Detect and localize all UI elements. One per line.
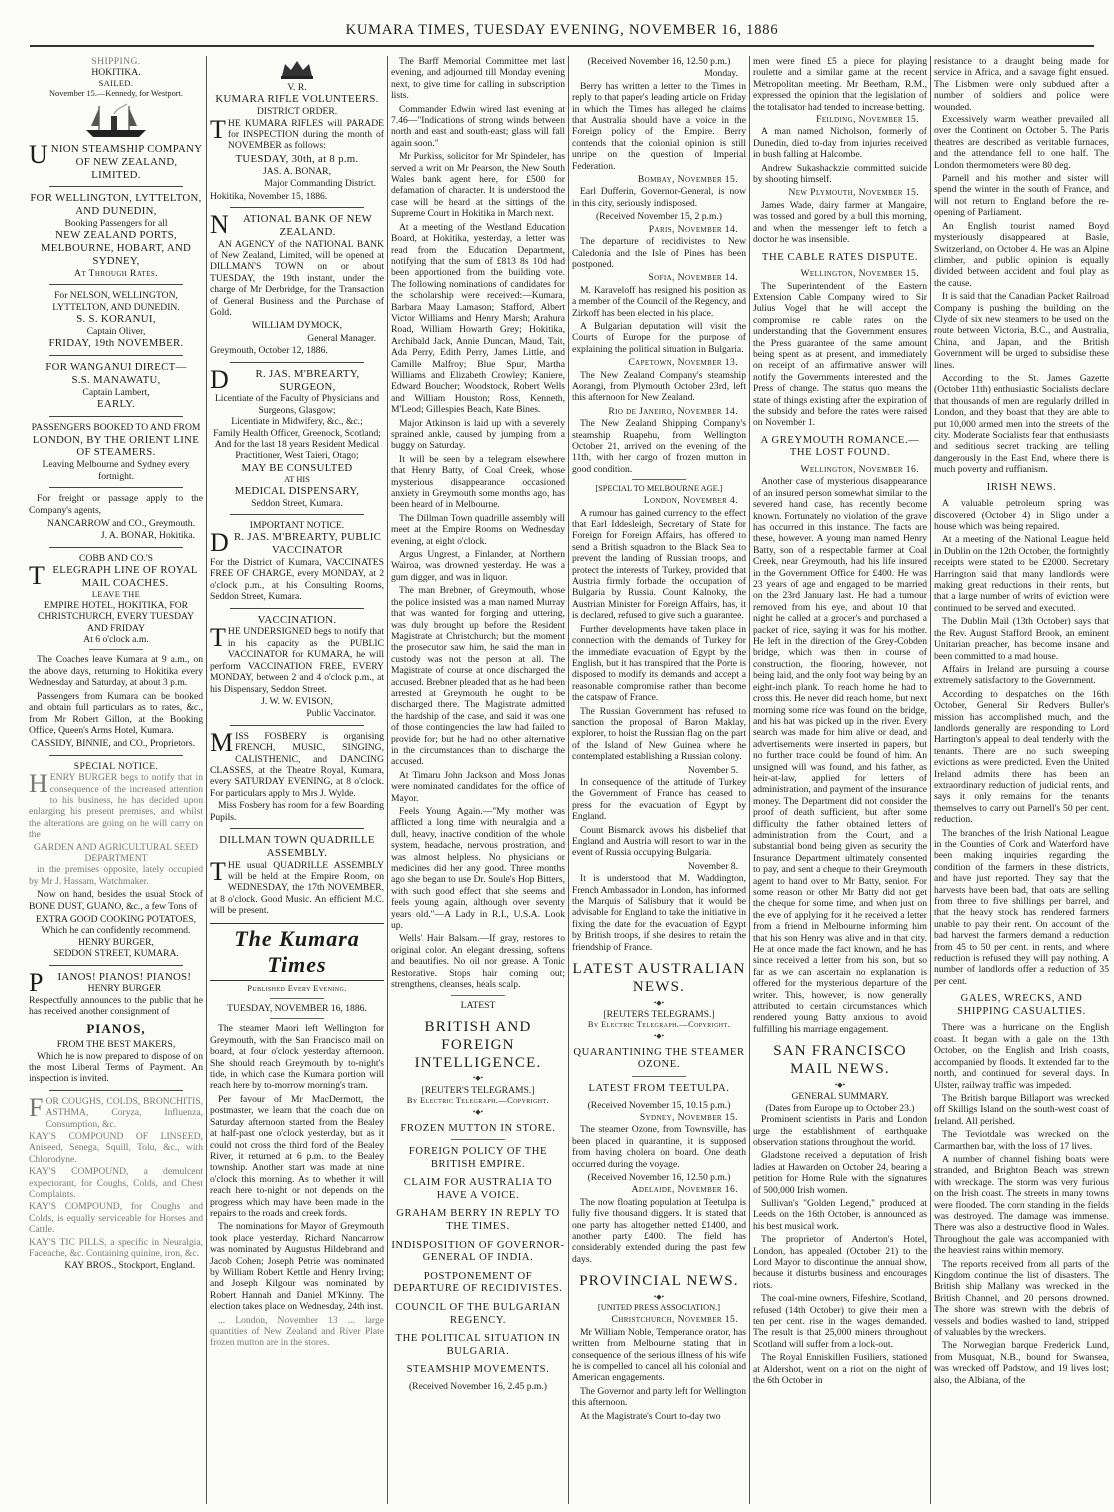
latest-label: LATEST bbox=[460, 999, 496, 1011]
bulgarian-text: A Bulgarian deputation will visit the Courts of Europe for the purpose of explaining the political situation in Bulgaria. bbox=[572, 320, 746, 355]
nancarrow-signature: NANCARROW and CO., Greymouth. bbox=[47, 517, 195, 529]
union-steamship-title: UNION STEAMSHIP COMPANY OF NEW ZEALAND, LIMITED. bbox=[29, 139, 203, 181]
telegraph-line-title: TELEGRAPH LINE OF ROYAL MAIL COACHES. bbox=[29, 561, 198, 591]
prepared-text: Which he is now prepared to dispose of on the most Liberal Terms of Payment. An inspection is invited. bbox=[29, 1050, 203, 1085]
divider bbox=[230, 207, 364, 208]
family-health-line: Family Health Officer, Greenock, Scotland; bbox=[213, 427, 381, 439]
league-text: At a meeting of the National League held in Dublin on the 12th October, the fortnightly receipts were stated to be £2000. Secretary Harrington said that many landlords were making great reductions in their rents, but that a large number of writs of eviction were continued to be served and executed. bbox=[934, 534, 1109, 614]
reports-text: The reports received from all parts of the Kingdom continue the list of disasters. The British ship Mallany was wrecked in the British Channel, and 20 persons drowned. The shore was strewn with the debris of vessels and bodies washed to land, stripped of valuables by the wreckers. bbox=[934, 1258, 1109, 1339]
weather-text: Excessively warm weather prevailed all over the Continent on October 5. The Paris theatres are described as veritable furnaces, and the attendance fell to one half. The London thermometers were 80 deg. bbox=[934, 114, 1109, 171]
greymouth-date: Greymouth, October 12, 1886. bbox=[210, 345, 328, 357]
henry-burger-name: HENRY BURGER, bbox=[78, 936, 154, 948]
column-2 bbox=[207, 56, 388, 1504]
council-head: COUNCIL OF THE BULGARIAN REGENCY. bbox=[395, 1302, 561, 1326]
best-makers: FROM THE BEST MAKERS, bbox=[56, 1039, 176, 1051]
anderton-text: The proprietor of Anderton's Hotel, London, has appealed (October 21) to the Lord Mayor to discontinue the annual show, because it disturbs business and encourages riots. bbox=[753, 1234, 927, 1291]
sydney-dateline: Sydney, November 15. bbox=[639, 1112, 738, 1123]
sf-mail-title: SAN FRANCISCO MAIL NEWS. bbox=[773, 1043, 907, 1078]
for-wanganui: FOR WANGANUI DIRECT— bbox=[45, 361, 187, 374]
brebner-text: The man Brebner, of Greymouth, whose the police insisted was a man named Murray that was wanted for forging and uttering, was duly brought up before the Resident Magistrate at Christchurch; but the moment the prosecutor saw him, he said the man in custody was not the person at all. The Magistrate of course at once discharged the accused. Brebner pleaded that as he had been arrested at Greymouth he ought to be discharged there. The Magistrate admitted the hardship of the case, and said it was one of those contingencies the law had failed to provide for; but he had no other alternative in the circumstances than to discharge the accused. bbox=[391, 585, 565, 768]
shipping-heading: SHIPPING. bbox=[91, 56, 141, 67]
received-line: (Received November 16, 12.50 p.m.) bbox=[587, 56, 731, 67]
dillman-text: The Dillman Town quadrille assembly will meet at the Empire Rooms on Wednesday evening, at eight o'clock. bbox=[391, 512, 565, 547]
kay-bros-signature: KAY BROS., Stockport, England. bbox=[64, 1260, 195, 1272]
through-rates: At Through Rates. bbox=[74, 267, 158, 279]
gladstone-text: Gladstone received a deputation of Irish ladies at Hawarden on October 24, bearing a petition for Home Rule with the signatures of 500,000 Irish women. bbox=[753, 1150, 927, 1196]
cable-rates-head: THE CABLE RATES DISPUTE. bbox=[761, 251, 919, 263]
canadian-text: It is said that the Canadian Packet Railroad Company is pushing the building on the Clyde of six new steamers to be used on the route between Victoria, B.C., and Australia, China, and Japan, and the British Government will be urged to subsidise these lines. bbox=[934, 291, 1109, 371]
resident-line: And for the last 18 years Resident Medical Practitioner, West Taieri, Otago; bbox=[214, 439, 380, 462]
divider bbox=[632, 1076, 686, 1077]
captain-oliver: Captain Oliver, bbox=[86, 326, 146, 338]
wells-text: Wells' Hair Balsam.—If gray, restores to original color. An elegant dressing, softens and beautifies. No oil nor grease. A Tonic Restorative. Stops hair coming out; strengthens, cleanses, heals scalp. bbox=[391, 933, 565, 991]
petroleum-text: A valuable petroleum spring was discovered (October 4) in Sligo under a house which was being repaired. bbox=[934, 498, 1109, 533]
recidivistes-text: The departure of recidivistes to New Caledonia and the Isle of Pines has been postponed. bbox=[572, 236, 746, 270]
latest-australian-title: LATEST AUSTRALIAN NEWS. bbox=[572, 961, 746, 995]
received-line: (Received November 16, 2.45 p.m.) bbox=[408, 1381, 547, 1392]
foreign-policy-head: FOREIGN POLICY OF THE BRITISH EMPIRE. bbox=[408, 1146, 548, 1170]
hurricane-text: There was a hurricane on the English coast. It began with a gale on the 13th October, on the English and Irish coasts, accompanied by floods. It extended far to the north, and continued for several days. In Ulster, railway traffic was impeded. bbox=[934, 1022, 1109, 1091]
rifles-text: THE KUMARA RIFLES will PARADE for INSPECTION during the month of NOVEMBER as follows: bbox=[210, 114, 384, 152]
buller-text: According to despatches on the 16th October, General Sir Redvers Buller's mission has accomplished much, and the landlords generally are responding to Lord Hartington's appeal to deal tenderly with the tenants. There are no such sweeping evictions as were predicted. Even the United Ireland admits there has been an extraordinary reduction of judicial rents, and says it only remains for the tenants themselves to carry out Parnell's 50 per cent. reduction. bbox=[934, 688, 1109, 826]
divider bbox=[49, 284, 183, 285]
sailed-label: SAILED. bbox=[98, 78, 134, 88]
premises-text: in the premises opposite, lately occupied by Mr J. Hassam, Watchmaker. bbox=[29, 864, 203, 887]
edwin-text: Commander Edwin wired last evening at 7.46—"Indications of strong winds between north and east and south-east; glass will fall again soon." bbox=[391, 103, 565, 149]
friday-line: FRIDAY, 19th NOVEMBER. bbox=[48, 337, 184, 350]
timaru-text: At Timaru John Jackson and Moss Jonas were nominated candidates for the office of Mayor. bbox=[391, 769, 565, 804]
argus-text: Argus Ungrest, a Finlander, at Northern Wairoa, was drowned yesterday. He was a gum digger, and was in liquor. bbox=[391, 549, 565, 583]
at-his: AT HIS bbox=[284, 474, 310, 484]
ornament: •◆• bbox=[653, 1293, 665, 1302]
provincial-news-title: PROVINCIAL NEWS. bbox=[579, 1273, 739, 1290]
coaches-text: The Coaches leave Kumara at 9 a.m., on the above days, returning to Hokitika every Wednesday and Saturday, at about 3 p.m. bbox=[29, 654, 203, 689]
purkiss-text: Mr Purkiss, solicitor for Mr Spindeler, has served a writ on Mr Pearson, the New South Wales bank agent here, for £500 for defamation of character. It is understood the case will be heard at the sittings of the Supreme Court in Hokitika in March next. bbox=[391, 151, 565, 220]
received-line-4: (Received November 16, 12.50 p.m.) bbox=[587, 1172, 731, 1184]
new-plymouth-dateline: New Plymouth, November 15. bbox=[788, 187, 919, 199]
divider bbox=[230, 725, 364, 726]
column-4 bbox=[569, 56, 750, 1504]
at-six-line: At 6 o'clock a.m. bbox=[83, 634, 149, 646]
fosbery-text: MISS FOSBERY is organising FRENCH, MUSIC, SINGING, CALISTHENIC, and DANCING CLASSES, at the Theatre Royal, Kumara, every SATURDAY EVENING, at 8 o'clock. For particulars apply to Mrs J. Wylde. bbox=[210, 727, 384, 799]
nov8-dateline: November 8. bbox=[687, 860, 738, 872]
major-line: Major Commanding District. bbox=[264, 178, 376, 190]
divider bbox=[49, 1090, 183, 1091]
extra-good-potatoes: EXTRA GOOD COOKING POTATOES, bbox=[35, 914, 197, 925]
paris-dateline: Paris, November 14. bbox=[648, 223, 738, 235]
masthead: KUMARA TIMES, TUESDAY EVENING, NOVEMBER 16, 1886 bbox=[30, 22, 1094, 47]
feilding-dateline: Feilding, November 15. bbox=[816, 114, 919, 126]
seddon-street: Seddon Street, Kumara. bbox=[251, 497, 343, 509]
evison-name: J. W. W. EVISON, bbox=[261, 695, 333, 707]
divider bbox=[49, 186, 183, 187]
paper-nameplate: The Kumara Times bbox=[210, 923, 384, 981]
fosbery-room: Miss Fosbery has room for a few Boarding Pupils. bbox=[210, 800, 384, 823]
claim-head: CLAIM FOR AUSTRALIA TO HAVE A VOICE. bbox=[403, 1177, 553, 1201]
now-on-hand-text: Now on hand, besides the usual Stock of BONE DUST, GUANO, &c., a few Tons of bbox=[29, 889, 203, 912]
public-vaccinator: Public Vaccinator. bbox=[306, 708, 376, 720]
crown-crest-icon bbox=[267, 58, 327, 80]
published-line: Published Every Evening. bbox=[247, 984, 347, 994]
kays-compound-1: KAY'S COMPOUND OF LINSEED, Aniseed, Senega, Squill, Tolu, &c., with Chlorodyne. bbox=[29, 1131, 203, 1165]
aorangi-text: The New Zealand Company's steamship Aorangi, from Plymouth October 23rd, left this afternoon for New Zealand. bbox=[572, 369, 746, 404]
coal-text: The coal-mine owners, Fifeshire, Scotland, refused (14th October) to give their men a ten per cent. rise in the wages demanded. The result is that 25,000 miners throughout Scotland will suffer from a lock-out. bbox=[753, 1293, 927, 1350]
sullivan-text: Sullivan's "Golden Legend," produced at Leeds on the 16th October, is announced as his best musical work. bbox=[753, 1197, 927, 1232]
ornament: •◆• bbox=[472, 1108, 484, 1117]
floating-text: The now floating population at Teetulpa is fully five thousand diggers. It is stated that one party has altogether netted £1400, and another party £400. The field has considerably extended during the past few days. bbox=[572, 1196, 746, 1265]
quarantining-head: QUARANTINING THE STEAMER OZONE. bbox=[573, 1046, 745, 1071]
divider bbox=[49, 416, 183, 417]
divider bbox=[230, 514, 364, 515]
divider bbox=[49, 755, 183, 756]
district-order: DISTRICT ORDER. bbox=[256, 106, 338, 118]
sofia-dateline: Sofia, November 14. bbox=[648, 272, 738, 284]
general-summary: GENERAL SUMMARY. bbox=[791, 1091, 889, 1103]
london-dateline: London, November 4. bbox=[643, 495, 738, 507]
iddesleigh-text: A rumour has gained currency to the effect that Earl Iddesleigh, Secretary of State for Foreign for Foreign Affairs, has offered to send a British squadron to the Black Sea to prevent the landing of Russian troops, and protect the interests of Turkey, provided that Austria firmly forbade the occupation of Bulgaria by Russia. Count Kalnoky, the Austrian Minister for Foreign Affairs, has, it is declared, refused to give such a guarantee. bbox=[572, 507, 746, 622]
british-foreign-title: BRITISH AND FOREIGN INTELLIGENCE. bbox=[414, 1018, 542, 1071]
undersigned-text: THE UNDERSIGNED begs to notify that in his capacity as the PUBLIC VACCINATOR for KUMARA, he will perform VACCINATION FREE, EVERY MONDAY, between 2 and 4 o'clock p.m., at his Dispensary, Seddon Street. bbox=[210, 623, 384, 695]
london-line: LONDON, BY THE ORIENT LINE OF STEAMERS. bbox=[32, 433, 200, 459]
united-press-label: [UNITED PRESS ASSOCIATION.] bbox=[597, 1303, 721, 1313]
steamship-head: STEAMSHIP MOVEMENTS. bbox=[406, 1364, 550, 1376]
tuesday-30: TUESDAY, 30th, at 8 p.m. bbox=[235, 152, 359, 165]
kays-tic-pills: KAY'S TIC PILLS, a specific in Neuralgia, Faceache, &c. Containing quinine, iron, &c. bbox=[29, 1236, 203, 1260]
channel-text: A number of channel fishing boats were stranded, and Brighton Beach was strewn with wreckage. The storm was very furious on the Irish coast. The streets in many towns were flooded. The corn standing in the fields was destroyed. The damage was immense. There was also a destructive flood in Wales. Throughout the gale was accompanied with the heaviest rains within memory. bbox=[934, 1153, 1109, 1257]
reuters-label-2: [REUTERS TELEGRAMS.] bbox=[603, 1009, 715, 1021]
divider bbox=[270, 1018, 324, 1019]
krv-title: KUMARA RIFLE VOLUNTEERS. bbox=[215, 93, 379, 106]
bombay-dateline: Bombay, November 15. bbox=[637, 174, 738, 186]
wellington-dateline-2: Wellington, November 16. bbox=[800, 463, 919, 475]
rio-dateline: Rio de Janeiro, November 14. bbox=[608, 405, 738, 417]
nicholson-text: A man named Nicholson, formerly of Dunedin, died to-day from injuries received in bush falling at Halcombe. bbox=[753, 126, 927, 161]
irish-news-head: IRISH NEWS. bbox=[986, 481, 1057, 493]
kays-compound-2: KAY'S COMPOUND, a demulcent expectorant, for Coughs, Colds, and Chest Complaints. bbox=[29, 1166, 203, 1201]
divider bbox=[451, 995, 505, 996]
divider bbox=[49, 965, 183, 966]
bonar-signature: J. A. BONAR, Hokitika. bbox=[100, 530, 195, 542]
batty-text: It will be seen by a telegram elsewhere that Henry Batty, of Coal Creek, whose mysterious disappearance occasioned anxiety in Greymouth some months ago, has been heard of in Melbourne. bbox=[391, 453, 565, 511]
divider bbox=[451, 1139, 505, 1140]
leave-the: LEAVE THE bbox=[91, 589, 141, 599]
bismarck-text: Count Bismarck avows his disbelief that England and Austria will resort to war in the event of Russia occupying Bulgaria. bbox=[572, 824, 746, 859]
vr-line: V. R. bbox=[287, 82, 307, 93]
ozone-text: The steamer Ozone, from Townsville, has been placed in quarantine, it is supposed from having cholera on board. One death occurred during the voyage. bbox=[572, 1124, 746, 1170]
branches-text: The branches of the Irish National League in the Counties of Cork and Waterford have been making inquiries regarding the condition of the farmers in these districts, and have just reported. They say that the harvests have been bad, that oats are selling from three to five shillings per barrel, and that the heavy stock has rendered farmers unable to pay their rent. On account of the bad harvest the farmers demand a reduction from 45 to 50 per cent. in rents, and where reduction is refused they will pay nothing. A number of landlords offer a reduction of 35 per cent. bbox=[934, 827, 1109, 987]
by-electric-label: By Electric Telegraph.—Copyright. bbox=[406, 1096, 550, 1106]
ornament: •◆• bbox=[653, 1032, 665, 1041]
vaccinator-text: For the District of Kumara, VACCINATES FREE OF CHARGE, every MONDAY, at 2 o'clock p.m., at his Consulting Rooms, Seddon Street, Kumara. bbox=[210, 557, 384, 603]
andrew-text: Andrew Sukashackzie committed suicide by shooting himself. bbox=[753, 162, 927, 186]
waddington-text: It is understood that M. Waddington, French Ambassador in London, has informed the Marquis of Salisbury that it would be advisable for England to take the initiative in fixing the date for the evacuation of Egypt by British troops, if she desires to retain the friendship of France. bbox=[572, 873, 746, 953]
divider bbox=[49, 355, 183, 356]
general-manager: General Manager. bbox=[307, 332, 376, 344]
jas-bonar: JAS. A. BONAR, bbox=[263, 165, 331, 177]
noble-text: Mr William Noble, Temperance orator, has written from Melbourne stating that in consequence of the serious illness of his wife he is compelled to cancel all his colonial and American engagements. bbox=[572, 1326, 746, 1384]
socialists-text: According to the St. James Gazette (October 11th) enthusiastic Socialists declare that thousands of men are regularly drilled in London, and they boast that they are able to put 10,000 armed men into the streets of the city. Moderate Socialists fear that enthusiasts and seditious secret tracking are telling dangerously in the East End, where there is much poverty and ruffianism. bbox=[934, 372, 1109, 476]
hokitika-heading: HOKITIKA. bbox=[91, 67, 141, 79]
passengers-text: Passengers from Kumara can be booked and obtain full particulars as to rates, &c., from Mr Robert Gillon, at the Booking Office, Queen's Arms Hotel, Kumara. bbox=[29, 690, 203, 736]
steamship-icon bbox=[81, 102, 151, 140]
resistance-text: resistance to a draught being made for service in Africa, and a savage fight ensued. The Lisbmen were only subdued after a number of soldiers and police were wounded. bbox=[934, 56, 1109, 113]
divider bbox=[49, 487, 183, 488]
karaveloff-text: M. Karaveloff has resigned his position as a member of the Council of the Regency, and Zirkoff has been elected in his place. bbox=[572, 284, 746, 319]
dates-line: (Dates from Europe up to October 23.) bbox=[765, 1102, 915, 1114]
affairs-text: Affairs in Ireland are pursuing a course extremely satisfactory to the Government. bbox=[934, 663, 1109, 687]
gales-head: GALES, WRECKS, AND SHIPPING CASUALTIES. bbox=[957, 993, 1086, 1017]
lowest-text: ... London, November 13 ... large quantities of New Zealand and River Plate frozen mutton are in the stores. bbox=[210, 1314, 384, 1349]
empire-hotel-line: EMPIRE HOTEL, HOKITIKA, FOR CHRISTCHURCH, EVERY TUESDAY AND FRIDAY bbox=[37, 599, 195, 634]
pianos-word: PIANOS, bbox=[86, 1020, 146, 1036]
vaccinator-title: DR. JAS. M'BREARTY, PUBLIC VACCINATOR bbox=[210, 528, 382, 558]
burger-notice-text: HENRY BURGER begs to notify that in consequence of the increased attention to his business, he has decided upon enlarging his present premises, and whilst the alterations are going on he will carry on the bbox=[29, 769, 203, 841]
ornament: •◆• bbox=[653, 998, 665, 1007]
pianos-text: Respectfully announces to the public that he has received another consignment of bbox=[29, 994, 203, 1018]
fined-text: men were fined £5 a piece for playing roulette and a similar game at the recent Metropolitan meeting. Mr Beetham, R.M., expressed the opinion that the legislation of the totalisator had tended to increase betting. bbox=[753, 56, 927, 113]
indisposition-head: INDISPOSITION OF GOVERNOR-GENERAL OF INDIA. bbox=[391, 1239, 565, 1264]
billaport-text: The British barque Billaport was wrecked off Skilligs Island on the south-west coast of Ireland. All perished. bbox=[934, 1092, 1109, 1127]
confidently-line: Which he can confidently recommend. bbox=[41, 925, 191, 937]
medical-dispensary: MEDICAL DISPENSARY, bbox=[234, 484, 360, 497]
ss-manawatu: S.S. MANAWATU, bbox=[71, 374, 161, 387]
berry-text: Berry has written a letter to the Times in reply to that paper's leading article on Friday in which the Times has alleged he claims that Australia should have a voice in the Foreign policy of the Empire. Berry contends that the colonial opinion is still unripe on the question of Imperial Federation. bbox=[572, 80, 746, 172]
divider bbox=[89, 649, 143, 650]
for-nelson-line: For NELSON, WELLINGTON, LYTTELTON, AND DUNEDIN. bbox=[52, 290, 180, 313]
seddon-street-line: SEDDON STREET, KUMARA. bbox=[53, 948, 179, 960]
agency-text: AN AGENCY of the NATIONAL BANK of New Zealand, Limited, will be opened at DILLMAN'S TOWN on or about TUESDAY, the 19th instant, under the charge of Mr Derbridge, for the Transaction of General Business and the Purchase of Gold. bbox=[210, 238, 384, 319]
national-bank-title: NATIONAL BANK OF NEW ZEALAND. bbox=[210, 209, 373, 239]
vaccination-heading: VACCINATION. bbox=[257, 613, 337, 626]
mbrearty-title: DR. JAS. M'BREARTY, SURGEON, bbox=[210, 364, 360, 394]
passengers-booked: PASSENGERS BOOKED TO AND FROM bbox=[31, 422, 201, 434]
dateline: TUESDAY, NOVEMBER 16, 1886. bbox=[227, 1003, 367, 1015]
divider bbox=[230, 828, 364, 829]
usc-for-line: FOR WELLINGTON, LYTTELTON, AND DUNEDIN, bbox=[30, 192, 202, 218]
ornament: •◆• bbox=[834, 1080, 846, 1089]
received-line-3: (Received November 15, 10.15 p.m.) bbox=[587, 1099, 731, 1111]
graham-head: GRAHAM BERRY IN REPLY TO THE TIMES. bbox=[396, 1208, 560, 1233]
postponement-head: POSTPONEMENT OF DEPARTURE OF RECIDIVISTES. bbox=[393, 1270, 563, 1295]
important-notice: IMPORTANT NOTICE. bbox=[249, 519, 345, 531]
henry-burger-name-2: HENRY BURGER bbox=[87, 983, 162, 995]
dublin-mail-text: The Dublin Mail (13th October) says that the Rev. August Stafford Brook, an eminent Unitarian preacher, has become insane and been committed to a mad house. bbox=[934, 616, 1109, 662]
divider bbox=[230, 608, 364, 609]
cobb-heading: COBB AND CO.'S bbox=[79, 552, 153, 564]
column-1 bbox=[26, 56, 207, 1504]
consequence-text: In consequence of the attitude of Turkey the Government of France has ceased to press for the evacuation of Egypt by England. bbox=[572, 776, 746, 823]
ss-koranui: S. S. KORANUI, bbox=[76, 313, 156, 326]
reuters-label: [REUTER'S TELEGRAMS.] bbox=[421, 1084, 535, 1096]
cable-text: The Superintendent of the Eastern Extension Cable Company wired to Sir Julius Vogel that he will accept the compromise re cable rates on the understanding that the Government ensures the Press guarantee of the same amount being spent as at present, and immediately on receipt of an affirmative answer will notify the Governments interested and the Press of change. The status quo means the state of things existing after the expiration of the subsidy and before the rates were raised on November 1. bbox=[753, 280, 927, 429]
nominations-text: The nominations for Mayor of Greymouth took place yesterday. Richard Nancarrow was nominated by Augustus Hildebrand and Jacob Cohen; Joseph Petrie was nominated by William Robert Kettle and Henry Irving; and Joseph Kilgour was nominated by Robert Hannah and Daniel M'Kinny. The election takes place on Wednesday, 24th inst. bbox=[210, 1221, 384, 1313]
barff-text: The Barff Memorial Committee met last evening, and adjourned till Monday evening next, to give time for calling in subscription lists. bbox=[391, 56, 565, 102]
nov5-dateline: November 5. bbox=[687, 764, 738, 776]
dufferin-text: Earl Dufferin, Governor-General, is now in this city, seriously indisposed. bbox=[572, 186, 746, 209]
may-be-consulted: MAY BE CONSULTED bbox=[241, 461, 353, 474]
column-5 bbox=[750, 56, 931, 1504]
magistrate-text: At the Magistrate's Court to-day two bbox=[580, 1410, 721, 1422]
parnell-text: Parnell and his mother and sister will spend the winter in the south of France, and will not return to England before the re-opening of Parliament. bbox=[934, 173, 1109, 219]
feels-young-text: Feels Young Again.—"My mother was afflicted a long time with neuralgia and a dull, heavy, inactive condition of the whole system, headache, nervous prostration, and was almost helpless. No physicians or medicines did her any good. Three months ago she began to use Dr. Soule's Hop Bitters, with such good effect that she seems and feels young again, although over seventy years old."—A Lady in R.I., U.S.A. Look up. bbox=[391, 806, 565, 932]
by-electric-label-2: By Electric Telegraph.—Copyright. bbox=[587, 1020, 731, 1030]
divider bbox=[230, 362, 364, 363]
dymock-name: WILLIAM DYMOCK, bbox=[251, 320, 343, 332]
leaving-line: Leaving Melbourne and Sydney every fortnight. bbox=[42, 459, 190, 482]
westland-text: At a meeting of the Westland Education Board, at Hokitika, yesterday, a letter was read from the Education Department, notifying that the sum of £813 8s 10d had been apportioned from the building vote. The following nominations of candidates for the scholarship were received:—Kumara, Barbara Maay Lamason; Stafford, Albert Victor Williams and Henry Marsh; Arahura Road, William Howarth Grey; Hokitika, Archibald Jack, Annie Duncan, Maud, Tait, Ada Perry, Edith Perry, James Little, and Camille Malfroy; Blue Spur, Martha Williams and Elizabeth Crowley; Kaniere, Edward Boucher; Woodstock, Robert Wells and William Houston; Ross, Kenneth, M'Leod; Gillespies Beach, Kate Bines. bbox=[391, 221, 565, 416]
special-notice-heading: SPECIAL NOTICE. bbox=[73, 760, 159, 772]
wade-text: James Wade, dairy farmer at Mangaire, was tossed and gored by a bull this morning, and when the messenger left to fetch a doctor he was insensible. bbox=[753, 199, 927, 246]
romance-text: Another case of mysterious disappearance of an insured person somewhat similar to the severed hand case, has recently become known. Fortunately no violation of the grave has occurred in this instance. The facts are these, however. A young man named Henry Batty, son of a respectable farmer at Coal Creek, near Greymouth, had his life insured in the Government Office for £400. He was 23 years of age and engaged to be married on the 23rd January last. He had a tumour removed from his eye, and about 10 that night he called at a grocer's and purchased a packet of rice, saying it was for his mother. He left in the direction of the Grey-Cobden bridge, which was then in course of construction, the flooring, however, not being laid, and the only foot way being by an eight-inch plank. To reach home he had to cross this. He never did reach home, but next morning some rice was found on the bridge, and his hat was picked up in the river. Every search was made for him alive or dead, and advertisements were inserted in papers, but no further trace could be found of him. An unsigned will was found, and his father, as heir-at-law, applied for letters of administration, and payment of the insurance money. The Department did not consider the proof of death sufficient, but after some difficulty the father obtained letters of administration from the Court, and a substantial bond being given as security the Insurance Department ultimately consented to pay, and sent a cheque to their Greymouth agent to hand over to Mr Batty, senior. For some reason or other Mr Batty did not get the cheque for some time, and when just on the eve of applying for it he received a letter from a friend in Melbourne informing him that his son Henry was alive and in that city. He at once made the fact known, and he has since received a letter from his son, but so far as we can ascertain no explanation is offered for the mysterious departure of the writer. This, however, is now generally attributed to certain circumstances which rendered young Batty anxious to avoid fulfilling his marriage engagement. bbox=[753, 476, 927, 1035]
divider bbox=[632, 479, 686, 480]
maori-text: The steamer Maori left Wellington for Greymouth, with the San Francisco mail on board, at four o'clock yesterday afternoon. She should reach Greymouth by to-night's tide, in which case the Kumara portion will reach here by to-morrow morning's tram. bbox=[210, 1023, 384, 1092]
adelaide-dateline: Adelaide, November 16. bbox=[631, 1184, 738, 1196]
christchurch-dateline: Christchurch, November 15. bbox=[611, 1314, 738, 1326]
wellington-dateline: Wellington, November 15. bbox=[800, 268, 919, 280]
ports-line: NEW ZEALAND PORTS, MELBOURNE, HOBART, AND SYDNEY, bbox=[40, 229, 192, 268]
dillman-title: DILLMAN TOWN QUADRILLE ASSEMBLY. bbox=[219, 833, 375, 859]
monday-line: Monday. bbox=[704, 68, 738, 80]
pianos-heading: PIANOS! PIANOS! PIANOS! bbox=[29, 967, 192, 997]
column-6 bbox=[931, 56, 1112, 1504]
coughs-text: FOR COUGHS, COLDS, BRONCHITIS, ASTHMA, Coryza, Influenza, Consumption, &c. bbox=[29, 1092, 203, 1130]
captain-lambert: Captain Lambert, bbox=[82, 386, 150, 398]
sailed-line: November 15.—Kennedy, for Westport. bbox=[49, 88, 183, 98]
macdermott-text: Per favour of Mr MacDermott, the postmaster, we learn that the coach due on Saturday afternoon started from the Bealey at half-past one o'clock yesterday, but as it could not cross the third ford of the Bealey River, it returned at 6 p.m. to the Bealey township. Another start was made at nine o'clock this morning. As to whether it will reach here to-night or not depends on the progress which may have been made in the repairs to the roads and creek fords. bbox=[210, 1093, 384, 1219]
freight-text: For freight or passage apply to the Company's agents, bbox=[29, 493, 203, 516]
booking-line: Booking Passengers for all bbox=[64, 218, 168, 230]
governor-text: The Governor and party left for Wellington this afternoon. bbox=[572, 1385, 746, 1409]
ruapehu-text: The New Zealand Shipping Company's steamship Ruapehu, from Wellington October 21, arrived on the evening of the 11th, with her cargo of frozen mutton in good condition. bbox=[572, 418, 746, 475]
column-3 bbox=[388, 56, 569, 1504]
tourist-text: An English tourist named Boyd mysteriously disappeared at Basle, Switzerland, on October 4. He was an Alpine climber, and public opinion is equally divided between accident and foul play as the cause. bbox=[934, 220, 1109, 289]
romance-head: A GREYMOUTH ROMANCE.—THE LOST FOUND. bbox=[760, 434, 920, 459]
early-line: EARLY. bbox=[96, 398, 135, 411]
midwifery-line: Licentiate in Midwifery, &c., &c.; bbox=[231, 416, 363, 428]
kays-compound-3: KAY'S COMPOUND, for Coughs and Colds, is equally serviceable for Horses and Cattle. bbox=[29, 1201, 203, 1236]
quadrille-text: THE usual QUADRILLE ASSEMBLY will be held at the Empire Room, on WEDNESDAY, the 17th NOVEMBER, at 8 o'clock. Good Music. An efficient M.C. will be present. bbox=[210, 856, 384, 917]
divider bbox=[49, 547, 183, 548]
hokitika-date: Hokitika, November 15, 1886. bbox=[210, 190, 328, 202]
frozen-mutton-head: FROZEN MUTTON IN STORE. bbox=[400, 1122, 556, 1134]
garden-dept: GARDEN AND AGRICULTURAL SEED DEPARTMENT bbox=[33, 841, 199, 864]
divider bbox=[270, 998, 324, 999]
prominent-text: Prominent scientists in Paris and London urge the establishment of earthquake observation stations throughout the world. bbox=[753, 1114, 927, 1148]
further-text: Further developments have taken place in connection with the demands of Turkey for the immediate evacuation of Egypt by the English, but it has transpired that the Porte is disposed to modify its demands and accept a reasonable compromise rather than become the catspaw of France. bbox=[572, 623, 746, 704]
cassidy-signature: CASSIDY, BINNIE, and CO., Proprietors. bbox=[31, 738, 195, 750]
ornament: •◆• bbox=[472, 1074, 484, 1083]
received-line-2: (Received November 15, 2 p.m.) bbox=[595, 211, 722, 223]
russian-text: The Russian Government has refused to sanction the proposal of Baron Maklay, explorer, to hoist the Russian flag on the part of the Island of New Guinea where he contemplated establishing a Russian colony. bbox=[572, 705, 746, 763]
atkinson-text: Major Atkinson is laid up with a severely sprained ankle, caused by jumping from a buggy on Saturday. bbox=[391, 417, 565, 452]
teetulpa-head: LATEST FROM TEETULPA. bbox=[588, 1083, 730, 1094]
norwegian-text: The Norwegian barque Frederick Lund, from Musquat, N.B., bound for Swansea, was wrecked off Padstow, and 19 lives lost; also, the Albiana, of the bbox=[934, 1340, 1109, 1386]
capetown-dateline: Capetown, November 13. bbox=[628, 357, 738, 369]
licentiate-line: Licentiate of the Faculty of Physicians and Surgeons, Glasgow; bbox=[214, 393, 380, 416]
fusiliers-text: The Royal Enniskillen Fusiliers, stationed at Aldershot, went on a riot on the night of the 6th October in bbox=[753, 1352, 927, 1387]
columns bbox=[26, 56, 1108, 1504]
teviotdale-text: The Teviotdale was wrecked on the Carmarthen bar, with the loss of 17 lives. bbox=[934, 1129, 1109, 1152]
political-head: THE POLITICAL SITUATION IN BULGARIA. bbox=[395, 1333, 561, 1357]
special-melbourne-age: [SPECIAL TO MELBOURNE AGE.] bbox=[595, 484, 723, 494]
